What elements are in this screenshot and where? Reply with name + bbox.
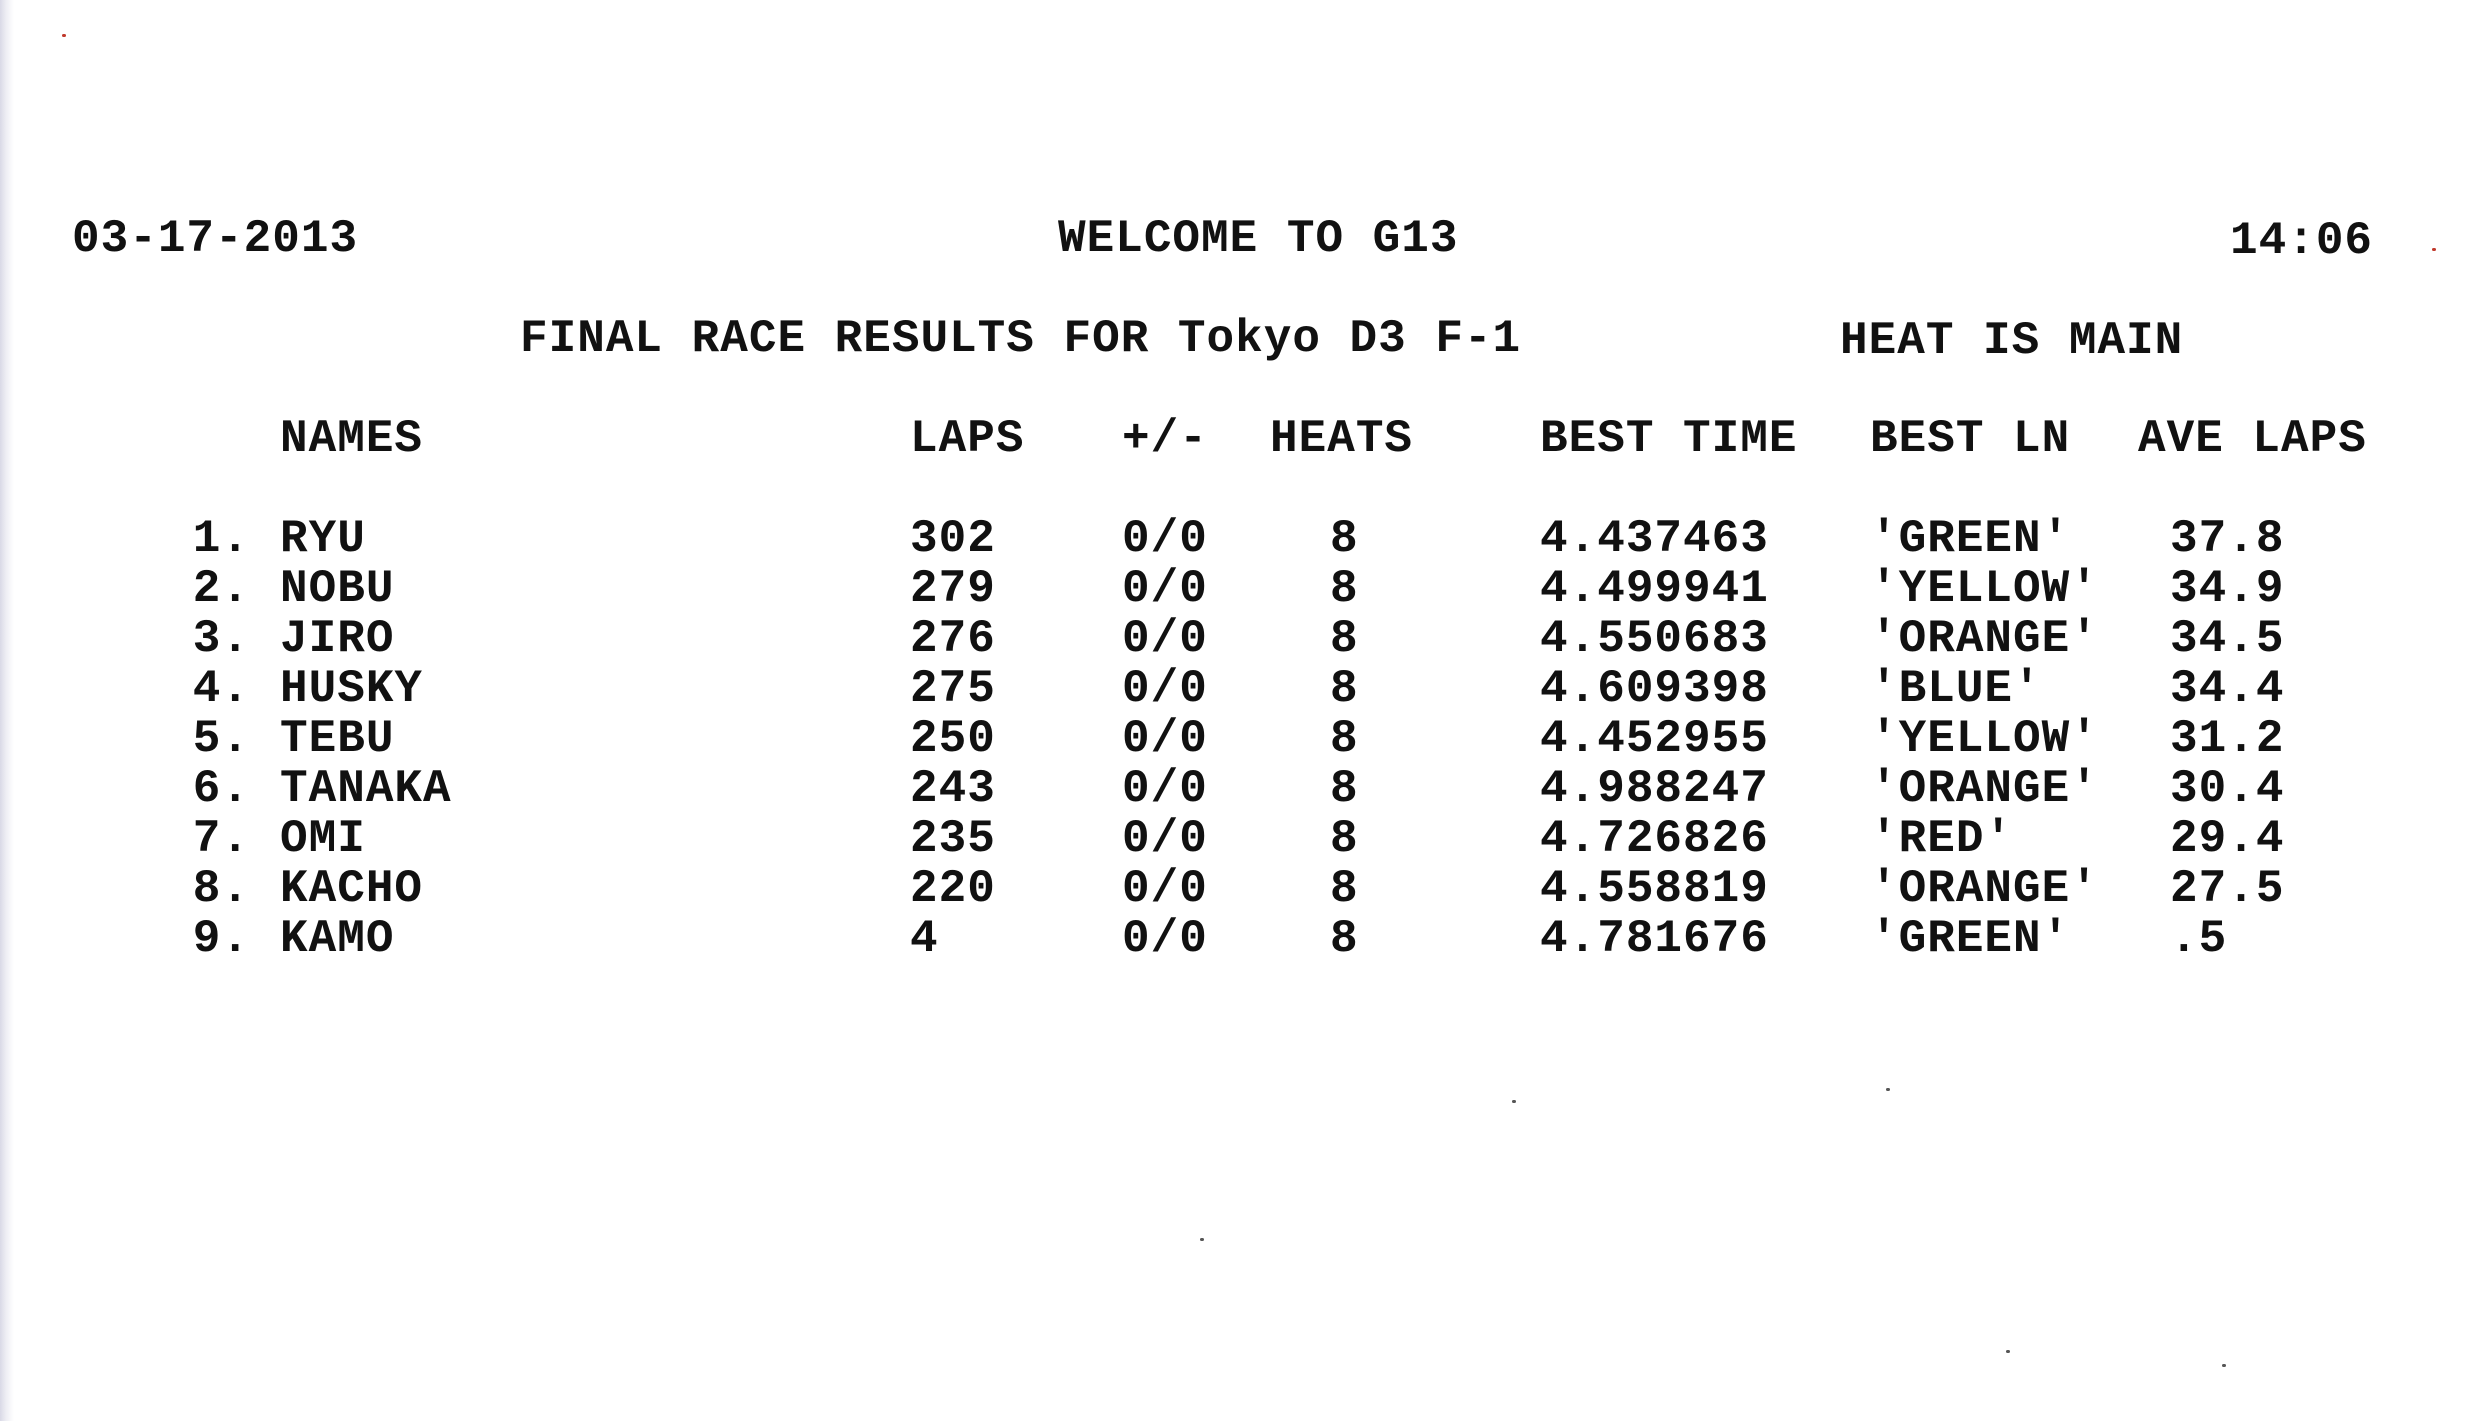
scan-speck (2222, 1364, 2226, 1367)
row-best-lane: 'YELLOW' (1870, 713, 2099, 765)
row-heats: 8 (1330, 663, 1359, 715)
row-best-time: 4.558819 (1540, 863, 1769, 915)
scan-speck (2432, 248, 2436, 251)
row-best-lane: 'YELLOW' (1870, 563, 2099, 615)
row-plus-minus: 0/0 (1122, 813, 1208, 865)
row-best-time: 4.988247 (1540, 763, 1769, 815)
row-best-lane: 'ORANGE' (1870, 763, 2099, 815)
row-best-lane: 'GREEN' (1870, 913, 2071, 965)
row-plus-minus: 0/0 (1122, 513, 1208, 565)
row-laps: 302 (910, 513, 996, 565)
row-laps: 235 (910, 813, 996, 865)
row-plus-minus: 0/0 (1122, 763, 1208, 815)
column-header-laps: LAPS (910, 413, 1025, 465)
row-rank: 9. (192, 913, 250, 965)
column-header-best-lane: BEST LN (1870, 413, 2071, 465)
row-laps: 4 (910, 913, 939, 965)
row-best-lane: 'RED' (1870, 813, 2014, 865)
row-plus-minus: 0/0 (1122, 713, 1208, 765)
row-rank: 7. (192, 813, 250, 865)
row-laps: 276 (910, 613, 996, 665)
row-ave-laps: .5 (2170, 913, 2228, 965)
row-name: KACHO (280, 863, 424, 915)
row-best-time: 4.726826 (1540, 813, 1769, 865)
column-header-ave-laps: AVE LAPS (2138, 413, 2367, 465)
row-heats: 8 (1330, 813, 1359, 865)
row-best-time: 4.781676 (1540, 913, 1769, 965)
row-heats: 8 (1330, 713, 1359, 765)
print-time: 14:06 (2230, 215, 2374, 267)
paper-edge-shadow (0, 0, 14, 1421)
row-best-time: 4.609398 (1540, 663, 1769, 715)
row-rank: 3. (192, 613, 250, 665)
row-heats: 8 (1330, 513, 1359, 565)
scan-speck (1512, 1100, 1516, 1103)
row-plus-minus: 0/0 (1122, 913, 1208, 965)
row-name: TEBU (280, 713, 395, 765)
row-laps: 279 (910, 563, 996, 615)
print-date: 03-17-2013 (72, 213, 359, 265)
row-ave-laps: 31.2 (2170, 713, 2285, 765)
row-rank: 5. (192, 713, 250, 765)
row-heats: 8 (1330, 863, 1359, 915)
row-laps: 250 (910, 713, 996, 765)
row-heats: 8 (1330, 613, 1359, 665)
row-ave-laps: 27.5 (2170, 863, 2285, 915)
row-best-time: 4.452955 (1540, 713, 1769, 765)
scan-speck (1886, 1088, 1890, 1091)
row-plus-minus: 0/0 (1122, 563, 1208, 615)
row-rank: 6. (192, 763, 250, 815)
row-best-time: 4.499941 (1540, 563, 1769, 615)
row-plus-minus: 0/0 (1122, 663, 1208, 715)
row-name: OMI (280, 813, 366, 865)
row-plus-minus: 0/0 (1122, 613, 1208, 665)
heat-info: HEAT IS MAIN (1840, 315, 2184, 367)
row-laps: 275 (910, 663, 996, 715)
row-laps: 220 (910, 863, 996, 915)
row-laps: 243 (910, 763, 996, 815)
row-best-lane: 'ORANGE' (1870, 613, 2099, 665)
row-heats: 8 (1330, 913, 1359, 965)
row-ave-laps: 34.9 (2170, 563, 2285, 615)
row-best-time: 4.550683 (1540, 613, 1769, 665)
row-best-lane: 'GREEN' (1870, 513, 2071, 565)
row-rank: 4. (192, 663, 250, 715)
row-name: HUSKY (280, 663, 424, 715)
scan-speck (1200, 1238, 1204, 1241)
row-ave-laps: 34.4 (2170, 663, 2285, 715)
column-header-best-time: BEST TIME (1540, 413, 1798, 465)
row-ave-laps: 34.5 (2170, 613, 2285, 665)
row-rank: 1. (192, 513, 250, 565)
row-name: NOBU (280, 563, 395, 615)
row-name: TANAKA (280, 763, 452, 815)
row-name: RYU (280, 513, 366, 565)
welcome-title: WELCOME TO G13 (1058, 213, 1459, 265)
row-name: KAMO (280, 913, 395, 965)
row-heats: 8 (1330, 763, 1359, 815)
row-ave-laps: 29.4 (2170, 813, 2285, 865)
row-heats: 8 (1330, 563, 1359, 615)
scan-speck (2006, 1350, 2010, 1353)
scan-speck (62, 34, 66, 37)
results-title: FINAL RACE RESULTS FOR Tokyo D3 F-1 (520, 313, 1522, 365)
row-rank: 8. (192, 863, 250, 915)
row-best-lane: 'ORANGE' (1870, 863, 2099, 915)
row-ave-laps: 37.8 (2170, 513, 2285, 565)
row-best-time: 4.437463 (1540, 513, 1769, 565)
column-header-names: NAMES (280, 413, 424, 465)
row-rank: 2. (192, 563, 250, 615)
row-plus-minus: 0/0 (1122, 863, 1208, 915)
column-header-plus-minus: +/- (1122, 413, 1208, 465)
row-ave-laps: 30.4 (2170, 763, 2285, 815)
column-header-heats: HEATS (1270, 413, 1414, 465)
row-name: JIRO (280, 613, 395, 665)
row-best-lane: 'BLUE' (1870, 663, 2042, 715)
